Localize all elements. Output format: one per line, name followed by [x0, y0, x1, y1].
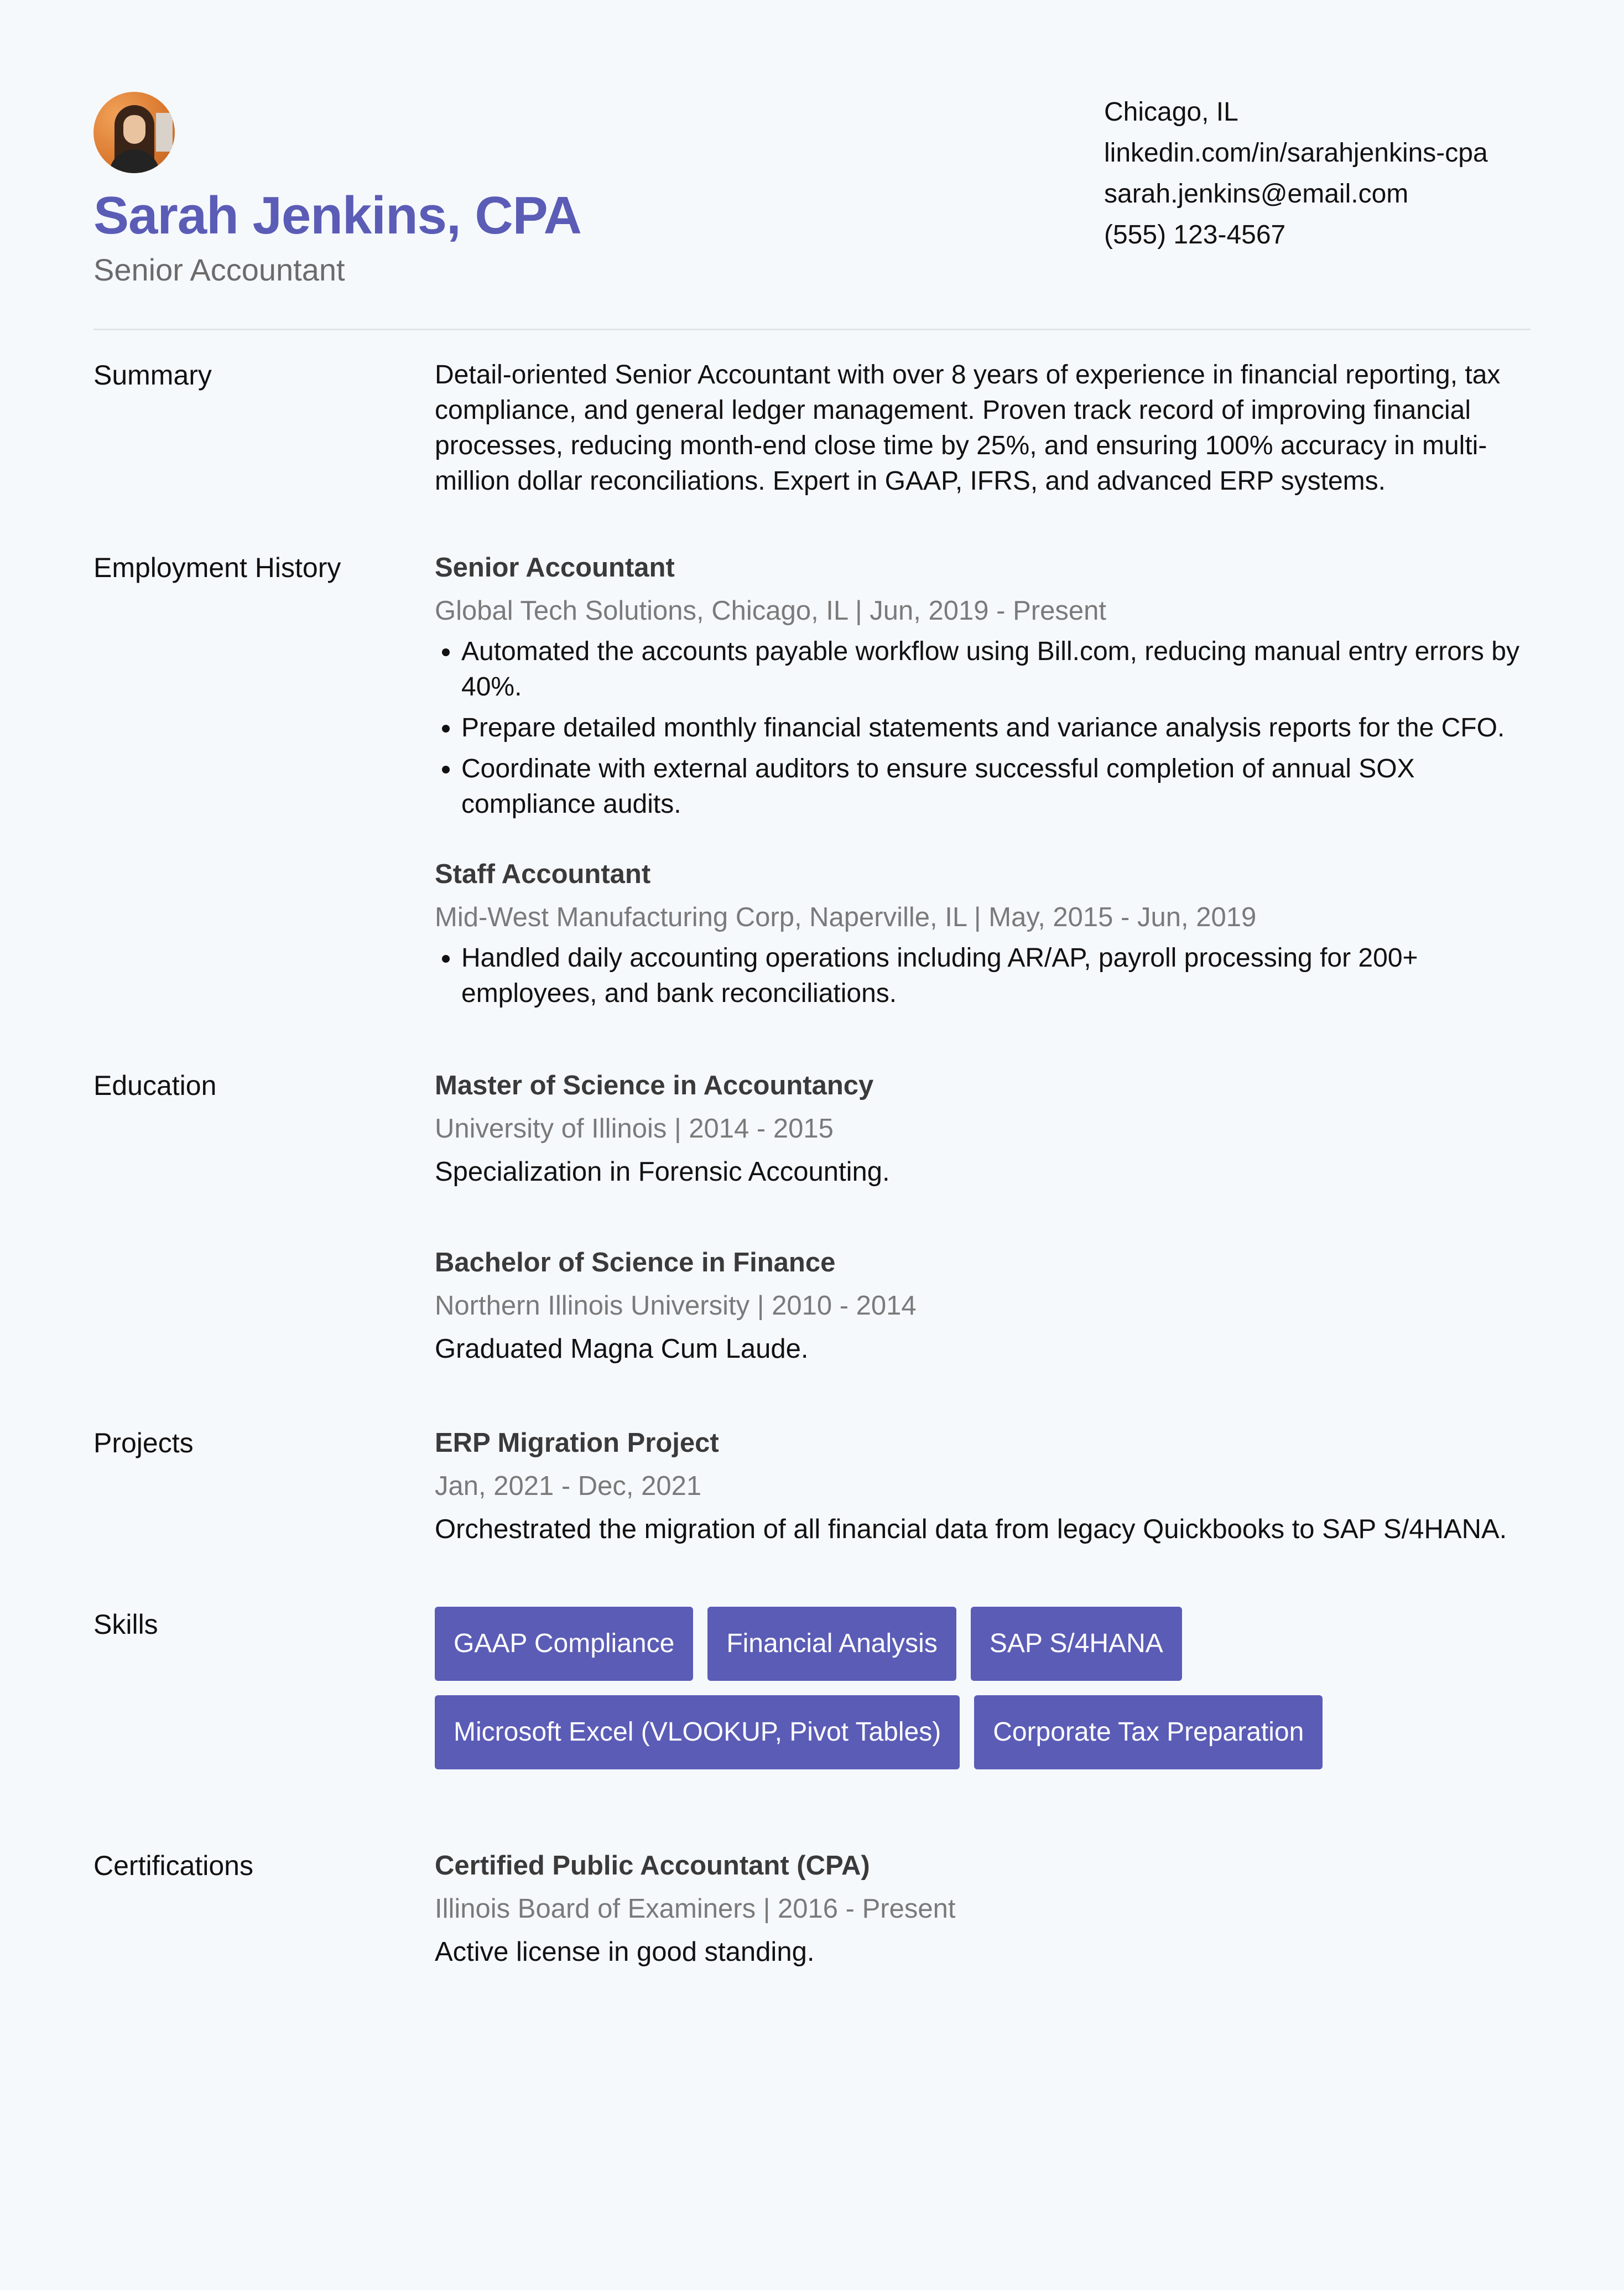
job-title: Senior Accountant — [435, 553, 675, 583]
degree-title: Master of Science in Accountancy — [435, 1071, 874, 1100]
header-divider — [93, 329, 1531, 330]
job-bullets — [435, 634, 1531, 822]
certification-title: Certified Public Accountant (CPA) — [435, 1851, 870, 1881]
certification-entry — [435, 1848, 1531, 1970]
job-title: Staff Accountant — [435, 859, 651, 889]
skill-tag: Microsoft Excel (VLOOKUP, Pivot Tables) — [435, 1695, 960, 1769]
job-bullet: • Coordinate with external auditors to ensure successful completion of annual SOX compliance audits. — [461, 751, 1531, 822]
contact-linkedin[interactable]: linkedin.com/in/sarahjenkins-cpa — [1104, 138, 1488, 168]
skills-list — [435, 1607, 1375, 1769]
education-section — [93, 1068, 1531, 1367]
job-bullet: • Prepare detailed monthly financial statements and variance analysis reports for the CFO. — [461, 710, 1531, 746]
degree-title: Bachelor of Science in Finance — [435, 1248, 836, 1278]
section-label: Employment History — [93, 552, 341, 583]
job-bullets — [435, 941, 1531, 1011]
summary-section — [93, 357, 1531, 499]
projects-section — [93, 1425, 1531, 1547]
degree-description: Specialization in Forensic Accounting. — [435, 1157, 890, 1187]
project-description: Orchestrated the migration of all financial data from legacy Quickbooks to SAP S/4HANA. — [435, 1514, 1507, 1544]
education-entry — [435, 1068, 1531, 1190]
skill-tag: GAAP Compliance — [435, 1607, 693, 1681]
summary-text: Detail-oriented Senior Accountant with over 8 years of experience in financial reporting, tax compliance, and general ledger management. Proven track record of improving financial processes, reducing month-end close time by 25%, and ensuring 100% accuracy in multi-million dollar reconciliations. Expert in GAAP, IFRS, and advanced ERP systems. — [435, 360, 1501, 496]
contact-phone[interactable]: (555) 123-4567 — [1104, 220, 1286, 250]
employment-section — [93, 550, 1531, 1017]
section-label: Education — [93, 1070, 217, 1101]
resume-header — [93, 92, 1531, 329]
education-entry — [435, 1245, 1531, 1367]
school-dates: Northern Illinois University | 2010 - 2014 — [435, 1291, 917, 1321]
job-entry — [435, 550, 1531, 822]
certification-description: Active license in good standing. — [435, 1937, 815, 1967]
section-label: Summary — [93, 360, 212, 391]
section-label: Skills — [93, 1609, 158, 1640]
school-dates: University of Illinois | 2014 - 2015 — [435, 1114, 834, 1144]
candidate-name: Sarah Jenkins, CPA — [93, 186, 581, 245]
avatar — [93, 92, 175, 173]
skill-tag: Corporate Tax Preparation — [974, 1695, 1323, 1769]
section-label: Certifications — [93, 1850, 253, 1881]
degree-description: Graduated Magna Cum Laude. — [435, 1334, 809, 1364]
job-entry — [435, 856, 1531, 1011]
job-company-dates: Mid-West Manufacturing Corp, Naperville, IL | May, 2015 - Jun, 2019 — [435, 902, 1257, 932]
candidate-role: Senior Accountant — [93, 252, 345, 287]
certifications-section — [93, 1848, 1531, 1970]
contact-email[interactable]: sarah.jenkins@email.com — [1104, 179, 1409, 209]
project-dates: Jan, 2021 - Dec, 2021 — [435, 1471, 702, 1501]
skill-tag: Financial Analysis — [707, 1607, 956, 1681]
skill-tag: SAP S/4HANA — [971, 1607, 1182, 1681]
project-title: ERP Migration Project — [435, 1428, 719, 1458]
skills-section — [93, 1607, 1531, 1769]
certification-issuer-dates: Illinois Board of Examiners | 2016 - Present — [435, 1894, 956, 1924]
contact-location: Chicago, IL — [1104, 97, 1238, 127]
section-label: Projects — [93, 1427, 194, 1458]
project-entry — [435, 1425, 1531, 1547]
job-bullet: • Automated the accounts payable workflow using Bill.com, reducing manual entry errors by 40%. — [461, 634, 1531, 705]
job-bullet: • Handled daily accounting operations including AR/AP, payroll processing for 200+ employees, and bank reconciliations. — [461, 941, 1531, 1011]
contact-block — [1104, 92, 1531, 256]
job-company-dates: Global Tech Solutions, Chicago, IL | Jun, 2019 - Present — [435, 596, 1106, 626]
